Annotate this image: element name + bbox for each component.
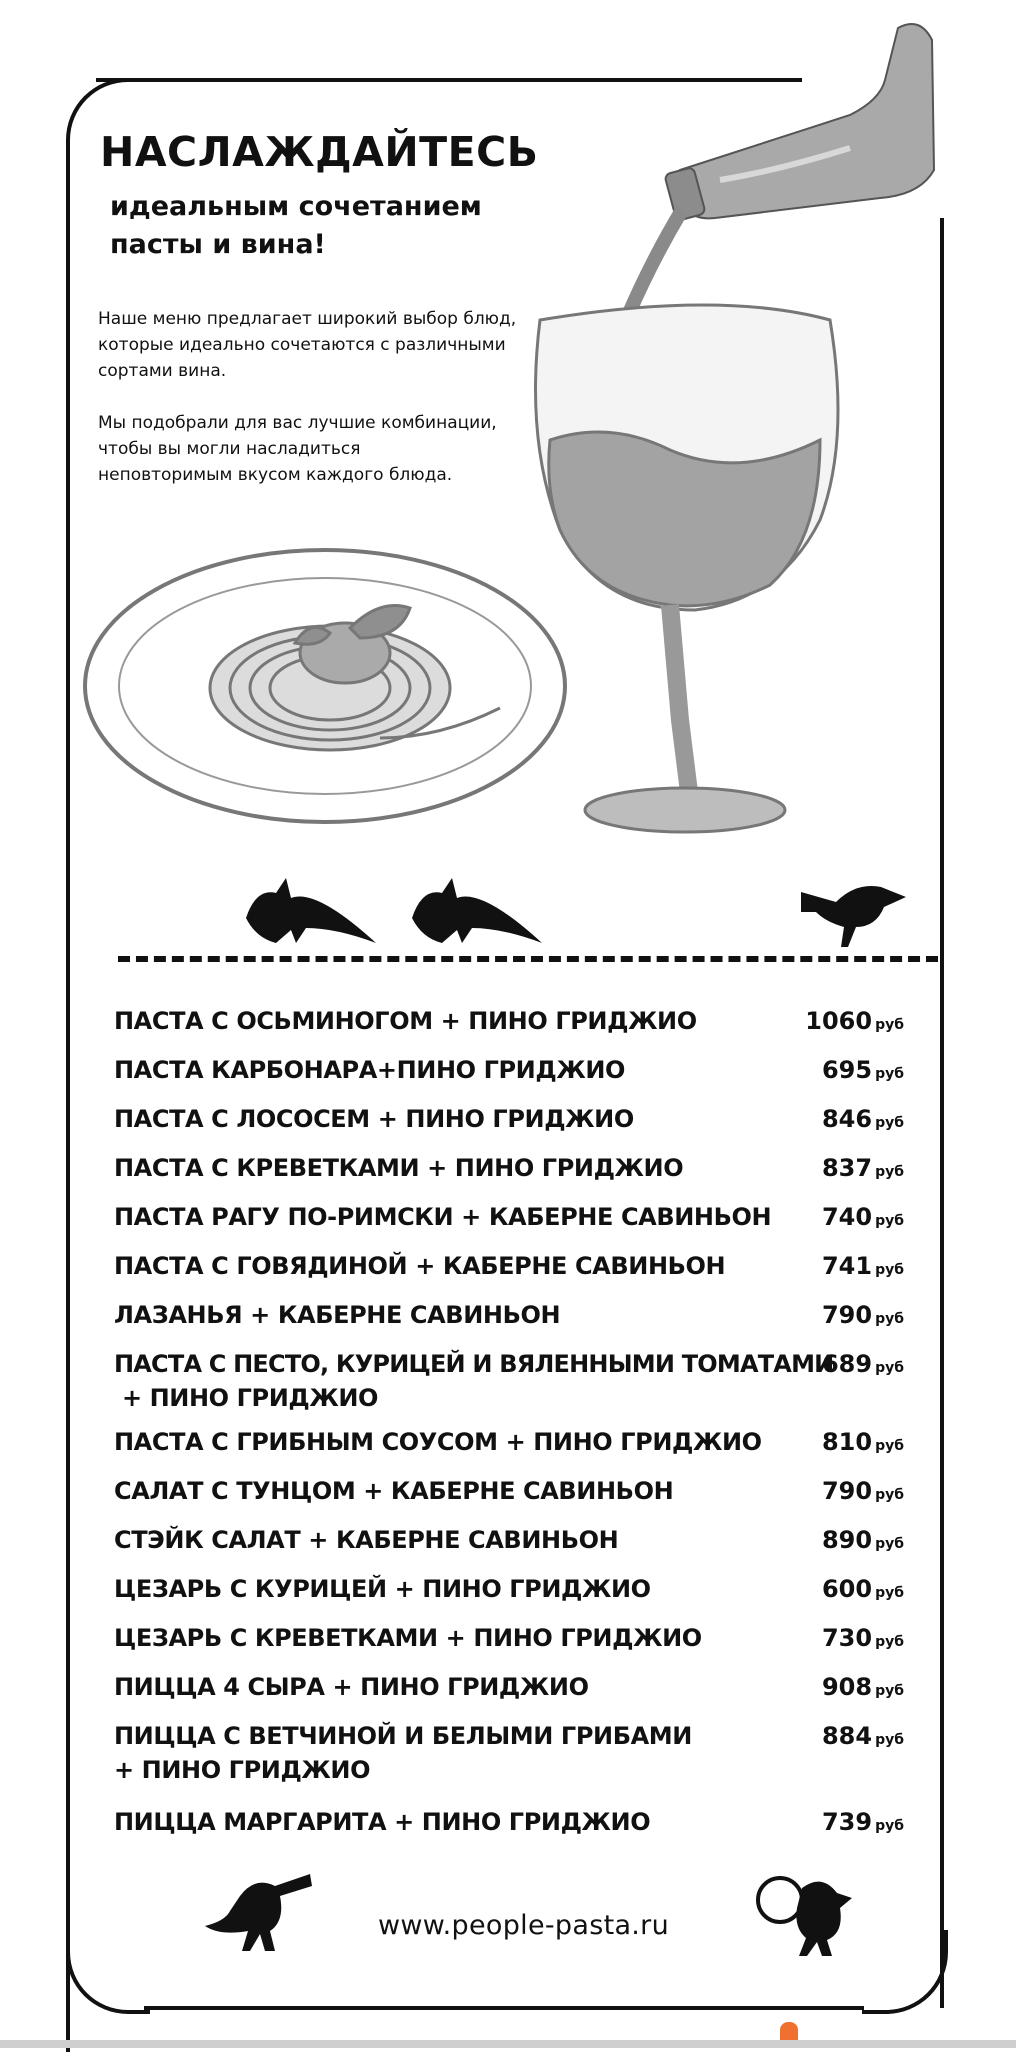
price-value: 695 — [821, 1056, 873, 1084]
menu-item-price — [805, 1004, 904, 1042]
menu-item-name-line: + ПИНО ГРИДЖИО — [114, 1756, 371, 1784]
intro-paragraph: Мы подобрали для вас лучшие комбинации, чтобы вы могли насладиться неповторимым вкусом каждого блюда. — [98, 413, 497, 485]
menu-item-name: ПАСТА С ОСЬМИНОГОМ + ПИНО ГРИДЖИО — [114, 1007, 697, 1035]
menu-item — [114, 1719, 904, 1805]
bird-icon — [402, 868, 542, 948]
bird-icon — [796, 872, 908, 952]
menu-item-price — [822, 1249, 904, 1287]
menu-item — [114, 1523, 904, 1572]
menu-item-name: ЦЕЗАРЬ С КУРИЦЕЙ + ПИНО ГРИДЖИО — [114, 1575, 651, 1603]
price-currency: руб — [875, 1732, 904, 1748]
menu-item — [114, 1151, 904, 1200]
menu-item — [114, 1200, 904, 1249]
price-value: 1060 — [805, 1007, 873, 1035]
price-value: 837 — [821, 1154, 873, 1182]
menu-item-price — [822, 1425, 904, 1463]
page-title: НАСЛАЖДАЙТЕСЬ — [100, 128, 539, 176]
price-currency: руб — [875, 1017, 904, 1033]
price-value: 730 — [821, 1624, 873, 1652]
menu-item — [114, 1805, 904, 1854]
menu-list — [114, 1004, 904, 1854]
page-subtitle — [110, 188, 560, 264]
price-currency: руб — [875, 1438, 904, 1454]
menu-item — [114, 1004, 904, 1053]
price-value: 740 — [821, 1203, 873, 1231]
menu-item-price — [822, 1200, 904, 1238]
price-value: 890 — [821, 1526, 873, 1554]
price-value: 908 — [821, 1673, 873, 1701]
price-currency: руб — [875, 1066, 904, 1082]
price-value: 790 — [821, 1301, 873, 1329]
menu-item-name: ПАСТА С ГОВЯДИНОЙ + КАБЕРНЕ САВИНЬОН — [114, 1252, 726, 1280]
dotted-divider — [118, 956, 938, 962]
subtitle-line: идеальным сочетанием — [110, 191, 482, 222]
price-value: 741 — [821, 1252, 873, 1280]
price-currency: руб — [875, 1115, 904, 1131]
menu-item-price — [822, 1298, 904, 1336]
menu-item-price — [822, 1347, 904, 1385]
wine-illustration — [520, 20, 940, 840]
menu-item-name: ПИЦЦА 4 СЫРА + ПИНО ГРИДЖИО — [114, 1673, 589, 1701]
frame-border-right — [940, 218, 944, 2008]
price-value: 689 — [821, 1350, 873, 1378]
menu-item — [114, 1347, 904, 1425]
menu-item — [114, 1102, 904, 1151]
menu-item-name: СТЭЙК САЛАТ + КАБЕРНЕ САВИНЬОН — [114, 1526, 619, 1554]
menu-item-name: ЦЕЗАРЬ С КРЕВЕТКАМИ + ПИНО ГРИДЖИО — [114, 1624, 702, 1652]
price-value: 810 — [821, 1428, 873, 1456]
menu-item-name-line: + ПИНО ГРИДЖИО — [114, 1384, 379, 1412]
menu-item-name: ПАСТА РАГУ ПО-РИМСКИ + КАБЕРНЕ САВИНЬОН — [114, 1203, 772, 1231]
menu-item-price — [822, 1670, 904, 1708]
price-currency: руб — [875, 1213, 904, 1229]
wine-glass-icon — [536, 305, 839, 832]
price-currency: руб — [875, 1585, 904, 1601]
price-currency: руб — [875, 1683, 904, 1699]
menu-item — [114, 1670, 904, 1719]
frame-border-bottom — [144, 2006, 864, 2010]
menu-item-name: ПАСТА С ЛОСОСЕМ + ПИНО ГРИДЖИО — [114, 1105, 634, 1133]
price-currency: руб — [875, 1487, 904, 1503]
price-value: 739 — [821, 1808, 873, 1836]
bird-icon — [236, 868, 376, 948]
intro-paragraph: Наше меню предлагает широкий выбор блюд, которые идеально сочетаются с различными сортами вина. — [98, 309, 517, 381]
website-link[interactable]: www.people-pasta.ru — [378, 1910, 669, 1941]
menu-item-name: ПАСТА С ГРИБНЫМ СОУСОМ + ПИНО ГРИДЖИО — [114, 1428, 762, 1456]
price-value: 790 — [821, 1477, 873, 1505]
price-currency: руб — [875, 1634, 904, 1650]
menu-item — [114, 1298, 904, 1347]
menu-item-price — [822, 1151, 904, 1189]
menu-item-name — [114, 1719, 794, 1787]
menu-item-name: ПАСТА С КРЕВЕТКАМИ + ПИНО ГРИДЖИО — [114, 1154, 684, 1182]
menu-item-name — [114, 1347, 834, 1415]
menu-item-price — [822, 1102, 904, 1140]
price-currency: руб — [875, 1360, 904, 1376]
menu-item-price — [822, 1719, 904, 1757]
menu-item-price — [822, 1523, 904, 1561]
menu-item-price — [822, 1621, 904, 1659]
menu-item — [114, 1621, 904, 1670]
menu-item — [114, 1572, 904, 1621]
menu-item-price — [822, 1474, 904, 1512]
menu-item-name: САЛАТ С ТУНЦОМ + КАБЕРНЕ САВИНЬОН — [114, 1477, 674, 1505]
price-value: 846 — [821, 1105, 873, 1133]
price-currency: руб — [875, 1536, 904, 1552]
menu-item-name: ЛАЗАНЬЯ + КАБЕРНЕ САВИНЬОН — [114, 1301, 561, 1329]
menu-item-name: ПИЦЦА МАРГАРИТА + ПИНО ГРИДЖИО — [114, 1808, 651, 1836]
bird-icon — [752, 1868, 862, 1958]
menu-item — [114, 1474, 904, 1523]
menu-item — [114, 1249, 904, 1298]
bird-icon — [200, 1866, 320, 1956]
subtitle-line: пасты и вина! — [110, 229, 326, 260]
menu-item — [114, 1053, 904, 1102]
menu-item-price — [822, 1572, 904, 1610]
menu-item-name-line: ПИЦЦА С ВЕТЧИНОЙ И БЕЛЫМИ ГРИБАМИ — [114, 1722, 692, 1750]
menu-item-price — [822, 1805, 904, 1843]
wine-bottle-icon — [664, 24, 934, 221]
price-currency: руб — [875, 1262, 904, 1278]
price-currency: руб — [875, 1311, 904, 1327]
pasta-plate-illustration — [80, 538, 570, 834]
frame-corner-bottom-right — [862, 1930, 948, 2014]
price-currency: руб — [875, 1164, 904, 1180]
menu-item-name: ПАСТА КАРБОНАРА+ПИНО ГРИДЖИО — [114, 1056, 626, 1084]
menu-item-name-line: ПАСТА С ПЕСТО, КУРИЦЕЙ И ВЯЛЕННЫМИ ТОМАТАМИ — [114, 1350, 834, 1378]
price-value: 600 — [821, 1575, 873, 1603]
price-currency: руб — [875, 1818, 904, 1834]
price-value: 884 — [821, 1722, 873, 1750]
menu-item — [114, 1425, 904, 1474]
menu-item-price — [822, 1053, 904, 1091]
bottom-strip — [0, 2040, 1016, 2048]
